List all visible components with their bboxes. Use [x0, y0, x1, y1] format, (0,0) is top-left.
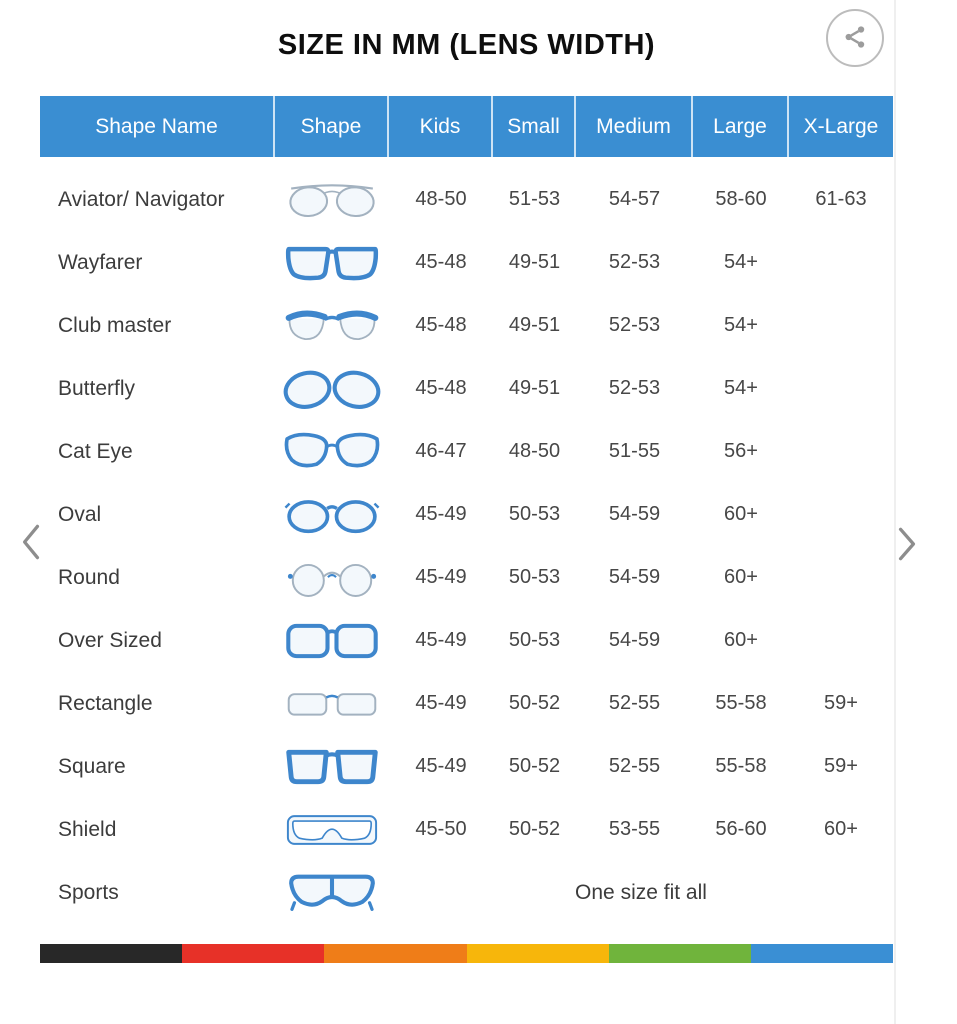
shape-name: Cat Eye — [58, 439, 133, 463]
size-kids: 45-48 — [415, 314, 467, 336]
table-row — [40, 546, 893, 609]
size-xlarge: 61-63 — [815, 188, 867, 210]
size-medium: 52-53 — [608, 377, 661, 399]
column-header-xlarge: X-Large — [803, 114, 879, 138]
size-kids: 45-48 — [415, 251, 467, 273]
butterfly-glasses-icon — [275, 367, 389, 411]
color-bar-segment — [467, 944, 609, 963]
column-header-large: Large — [693, 96, 789, 157]
next-slide-edge — [894, 0, 896, 1024]
size-small: 50-53 — [508, 629, 561, 651]
table-row — [40, 357, 893, 420]
column-header-small: Small — [493, 96, 576, 157]
table-row — [40, 798, 893, 861]
shape-name: Round — [58, 565, 120, 589]
size-small: 50-52 — [508, 755, 561, 777]
shield-glasses-icon — [275, 808, 389, 852]
wayfarer-glasses-icon — [275, 241, 389, 285]
oval-glasses-icon — [275, 493, 389, 537]
size-large: 60+ — [724, 503, 758, 525]
carousel-prev-button[interactable] — [20, 521, 42, 563]
size-small: 50-53 — [508, 503, 561, 525]
size-medium: 54-59 — [608, 503, 661, 525]
size-medium: 52-53 — [608, 251, 661, 273]
size-medium: 54-59 — [608, 629, 661, 651]
cat-eye-glasses-icon — [275, 430, 389, 474]
aviator-glasses-icon — [275, 178, 389, 222]
size-medium: 52-53 — [608, 314, 661, 336]
size-kids: 45-48 — [415, 377, 467, 399]
table-row — [40, 861, 893, 924]
table-row — [40, 609, 893, 672]
rectangle-glasses-icon — [275, 682, 389, 726]
page-title: SIZE IN MM (LENS WIDTH) — [277, 29, 656, 61]
size-large: 56-60 — [715, 818, 767, 840]
shape-name: Sports — [58, 880, 119, 904]
size-large: 54+ — [724, 377, 758, 399]
size-small: 50-53 — [508, 566, 561, 588]
size-kids: 48-50 — [415, 188, 467, 210]
share-icon — [841, 23, 869, 54]
shape-name: Club master — [58, 313, 172, 337]
shape-name: Butterfly — [58, 376, 136, 400]
size-xlarge: 59+ — [824, 692, 858, 714]
table-row — [40, 735, 893, 798]
shape-name: Aviator/ Navigator — [58, 187, 225, 211]
table-header — [40, 96, 893, 157]
size-kids: 45-50 — [415, 818, 467, 840]
table-row — [40, 231, 893, 294]
table-row — [40, 294, 893, 357]
size-medium: 53-55 — [608, 818, 661, 840]
size-medium: 54-59 — [608, 566, 661, 588]
size-kids: 45-49 — [415, 629, 467, 651]
size-medium: 52-55 — [608, 692, 661, 714]
table-body — [40, 168, 893, 924]
table-row — [40, 483, 893, 546]
shape-name: Over Sized — [58, 628, 162, 652]
size-kids: 45-49 — [415, 566, 467, 588]
size-large: 55-58 — [715, 692, 767, 714]
size-xlarge: 59+ — [824, 755, 858, 777]
oversized-glasses-icon — [275, 619, 389, 663]
size-kids: 45-49 — [415, 503, 467, 525]
size-xlarge: 60+ — [824, 818, 858, 840]
size-medium: 52-55 — [608, 755, 661, 777]
shape-name: Square — [58, 754, 126, 778]
size-large: 55-58 — [715, 755, 767, 777]
shape-name: Rectangle — [58, 691, 153, 715]
color-bar-segment — [40, 944, 182, 963]
share-button[interactable] — [826, 9, 884, 67]
sports-glasses-icon — [275, 871, 389, 915]
size-small: 49-51 — [508, 314, 561, 336]
size-small: 50-52 — [508, 692, 561, 714]
size-large: 56+ — [724, 440, 758, 462]
size-small: 50-52 — [508, 818, 561, 840]
size-medium: 54-57 — [608, 188, 661, 210]
chevron-right-icon — [896, 524, 918, 564]
shape-name: Oval — [58, 502, 102, 526]
color-bar-segment — [751, 944, 893, 963]
size-medium: 51-55 — [608, 440, 661, 462]
column-header-shape: Shape — [275, 96, 389, 157]
size-large: 54+ — [724, 251, 758, 273]
table-row — [40, 168, 893, 231]
column-header-shape-name: Shape Name — [40, 96, 275, 157]
size-small: 49-51 — [508, 251, 561, 273]
size-large: 60+ — [724, 629, 758, 651]
clubmaster-glasses-icon — [275, 304, 389, 348]
shape-name: Wayfarer — [58, 250, 143, 274]
size-kids: 46-47 — [415, 440, 467, 462]
color-bar-segment — [182, 944, 324, 963]
size-kids: 45-49 — [415, 692, 467, 714]
square-glasses-icon — [275, 745, 389, 789]
size-large: 58-60 — [715, 188, 767, 210]
shape-name: Shield — [58, 817, 117, 841]
round-glasses-icon — [275, 556, 389, 600]
size-small: 51-53 — [508, 188, 561, 210]
column-header-medium: Medium — [576, 96, 693, 157]
size-large: 54+ — [724, 314, 758, 336]
color-bar-segment — [609, 944, 751, 963]
brand-color-bar — [40, 944, 893, 963]
size-small: 48-50 — [508, 440, 561, 462]
column-header-kids: Kids — [389, 96, 493, 157]
carousel-next-button[interactable] — [896, 524, 918, 564]
size-kids: 45-49 — [415, 755, 467, 777]
table-row — [40, 672, 893, 735]
chevron-left-icon — [20, 521, 42, 563]
color-bar-segment — [324, 944, 466, 963]
table-row — [40, 420, 893, 483]
size-small: 49-51 — [508, 377, 561, 399]
one-size-note: One size fit all — [575, 880, 707, 904]
size-large: 60+ — [724, 566, 758, 588]
